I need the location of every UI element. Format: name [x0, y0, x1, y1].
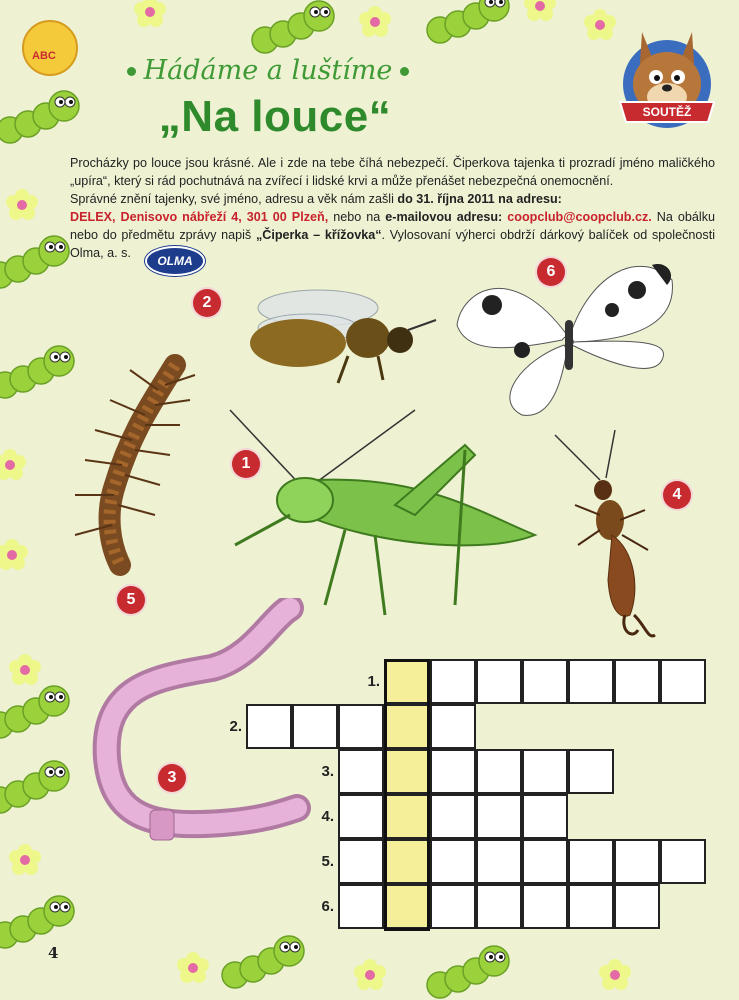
- crossword-key-cell[interactable]: [384, 884, 430, 929]
- crossword-cell[interactable]: [660, 839, 706, 884]
- crossword-cell[interactable]: [568, 884, 614, 929]
- crossword-cell[interactable]: [292, 704, 338, 749]
- crossword-cell[interactable]: [338, 794, 384, 839]
- centipede-illustration: [50, 345, 200, 615]
- crossword-row-label: 6.: [321, 898, 334, 915]
- bullet-dot: [127, 67, 136, 76]
- page-number: 4: [48, 944, 59, 962]
- crossword-row-label: 1.: [367, 673, 380, 690]
- bee-illustration: [228, 268, 448, 388]
- crossword-cell[interactable]: [430, 749, 476, 794]
- contest-badge: [612, 22, 722, 134]
- animal-number-badge: 1: [232, 450, 260, 478]
- crossword-cell[interactable]: [430, 794, 476, 839]
- crossword-row-label: 3.: [321, 763, 334, 780]
- crossword-cell[interactable]: [338, 749, 384, 794]
- crossword-row-label: 5.: [321, 853, 334, 870]
- email-link[interactable]: coopclub@coopclub.cz.: [507, 210, 652, 224]
- crossword-cell[interactable]: [522, 794, 568, 839]
- crossword-cell[interactable]: [430, 839, 476, 884]
- crossword-cell[interactable]: [568, 839, 614, 884]
- crossword-cell[interactable]: [660, 659, 706, 704]
- crossword-cell[interactable]: [614, 884, 660, 929]
- crossword-key-cell[interactable]: [384, 839, 430, 884]
- contest-badge-label: SOUTĚŽ: [642, 105, 692, 119]
- crossword-cell[interactable]: [338, 839, 384, 884]
- intro-paragraph-1: Procházky po louce jsou krásné. Ale i zde na tebe číhá nebezpečí. Čiperkova tajenka ti prozradí jméno maličkého „upíra“, který si rád pochutnává na zvířecí i lidské krvi a může přenášet nebezpečná onemocnění.: [70, 156, 715, 188]
- crossword-cell[interactable]: [476, 659, 522, 704]
- crossword-row-label: 4.: [321, 808, 334, 825]
- crossword-cell[interactable]: [614, 839, 660, 884]
- crossword-key-cell[interactable]: [384, 794, 430, 839]
- abc-logo-label: ABC: [32, 50, 56, 62]
- crossword-cell[interactable]: [476, 794, 522, 839]
- email-label: e-mailovou adresu:: [385, 210, 503, 224]
- intro-paragraph-2: [70, 190, 715, 208]
- email-subject: „Čiperka – křížovka“: [255, 228, 382, 242]
- crossword-key-cell[interactable]: [384, 749, 430, 794]
- crossword-cell[interactable]: [568, 749, 614, 794]
- butterfly-illustration: [452, 250, 682, 420]
- intro-prize-text: . Vylosovaní výherci obdrží dárkový balíček od společnosti Olma, a. s.: [70, 228, 715, 260]
- crossword-row-label: 2.: [229, 718, 242, 735]
- crossword-key-cell[interactable]: [384, 704, 430, 749]
- crossword-cell[interactable]: [522, 839, 568, 884]
- crossword-cell[interactable]: [476, 749, 522, 794]
- crossword-cell[interactable]: [430, 659, 476, 704]
- animal-number-badge: 6: [537, 258, 565, 286]
- crossword-key-cell[interactable]: [384, 659, 430, 704]
- crossword-cell[interactable]: [338, 884, 384, 929]
- crossword-cell[interactable]: [338, 704, 384, 749]
- postal-address: DELEX, Denisovo nábřeží 4, 301 00 Plzeň,: [70, 210, 329, 224]
- animal-number-badge: 3: [158, 764, 186, 792]
- intro-envelope-text: Na obálku nebo do předmětu zprávy napiš: [70, 210, 715, 242]
- animal-number-badge: 2: [193, 289, 221, 317]
- crossword-cell[interactable]: [522, 749, 568, 794]
- section-kicker-text: Hádáme a luštíme: [143, 55, 393, 86]
- intro-connector: nebo na: [328, 210, 386, 224]
- deadline-text: do 31. října 2011 na adresu:: [397, 192, 562, 206]
- crossword-cell[interactable]: [614, 659, 660, 704]
- crossword-cell[interactable]: [430, 884, 476, 929]
- abc-logo: [22, 20, 78, 76]
- crossword-cell[interactable]: [430, 704, 476, 749]
- section-kicker: [108, 55, 428, 86]
- crossword-cell[interactable]: [476, 884, 522, 929]
- intro-instructions: Správné znění tajenky, své jméno, adresu a věk nám zašli: [70, 192, 398, 206]
- bullet-dot: [400, 67, 409, 76]
- crossword-cell[interactable]: [476, 839, 522, 884]
- animal-number-badge: 5: [117, 586, 145, 614]
- earwig-illustration: [550, 430, 660, 650]
- page-title: „Na louce“: [158, 92, 392, 141]
- crossword-cell[interactable]: [522, 884, 568, 929]
- olma-logo: OLMA: [145, 246, 205, 276]
- crossword-cell[interactable]: [522, 659, 568, 704]
- animal-number-badge: 4: [663, 481, 691, 509]
- crossword-cell[interactable]: [246, 704, 292, 749]
- crossword-cell[interactable]: [568, 659, 614, 704]
